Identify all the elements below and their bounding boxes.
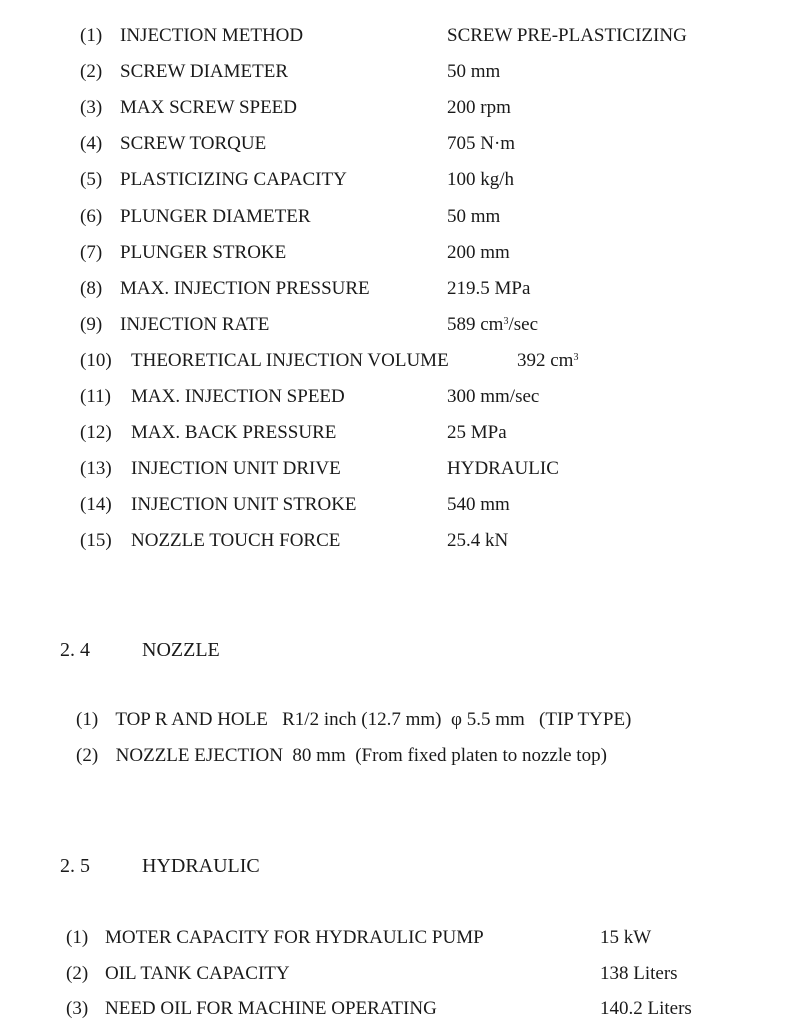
spec-value: [447, 491, 510, 519]
spec-value-text: 705 N·m: [447, 133, 516, 155]
spec-value: [447, 166, 514, 194]
spec-number: (3): [80, 97, 103, 119]
spec-value-text: 100 kg/h: [447, 169, 515, 191]
section-number: 2. 4: [60, 639, 90, 661]
spec-label: SCREW DIAMETER: [120, 61, 289, 83]
spec-value-text: 219.5 MPa: [447, 277, 531, 299]
spec-label: INJECTION UNIT DRIVE: [131, 458, 341, 480]
unit-superscript: 3: [573, 351, 579, 363]
unit-suffix: /sec: [508, 313, 539, 335]
spec-label: PLUNGER DIAMETER: [120, 205, 311, 227]
section-title: HYDRAULIC: [142, 855, 260, 877]
spec-label: MAX SCREW SPEED: [120, 97, 298, 119]
spec-value-text: 50 mm: [447, 61, 501, 83]
spec-label: THEORETICAL INJECTION VOLUME: [131, 349, 449, 371]
spec-value: 15 kW: [600, 927, 652, 948]
spec-value-text: 589 cm: [447, 313, 504, 335]
spec-value-text: SCREW PRE-PLASTICIZING: [447, 25, 687, 46]
spec-number: (8): [80, 277, 103, 299]
spec-number: (3): [66, 998, 89, 1019]
spec-number: (11): [80, 386, 111, 407]
section-number: 2. 5: [60, 855, 90, 877]
spec-value: 138 Liters: [600, 962, 678, 984]
item-text: NOZZLE EJECTION 80 mm (From fixed platen to nozzle top): [115, 745, 607, 766]
spec-value: [447, 527, 508, 555]
spec-number: (6): [80, 205, 103, 227]
spec-number: (14): [80, 494, 112, 516]
spec-value-text: 540 mm: [447, 494, 510, 516]
spec-value-text: 392 cm: [517, 349, 574, 371]
spec-value: [447, 94, 511, 122]
spec-value: [517, 347, 578, 375]
spec-value: [447, 22, 687, 50]
spec-value-text: 200 mm: [447, 241, 510, 263]
spec-label: PLASTICIZING CAPACITY: [120, 169, 347, 191]
spec-value: [447, 203, 500, 231]
nozzle-item: [76, 706, 631, 734]
spec-value: [447, 130, 515, 158]
spec-value-text: 50 mm: [447, 205, 501, 227]
spec-number: (15): [80, 530, 112, 552]
section-title: NOZZLE: [142, 639, 220, 661]
spec-label: MAX. BACK PRESSURE: [131, 422, 337, 444]
spec-label: SCREW TORQUE: [120, 133, 267, 155]
spec-label: INJECTION UNIT STROKE: [131, 494, 357, 516]
spec-value: 140.2 Liters: [600, 998, 692, 1019]
spec-label: PLUNGER STROKE: [120, 241, 287, 263]
spec-value-text: 25.4 kN: [447, 530, 509, 552]
spec-value: [447, 239, 510, 267]
spec-label: MOTER CAPACITY FOR HYDRAULIC PUMP: [105, 927, 484, 948]
spec-number: (9): [80, 313, 103, 335]
spec-value: [447, 311, 538, 339]
spec-label: MAX. INJECTION SPEED: [131, 386, 345, 407]
spec-label: NOZZLE TOUCH FORCE: [131, 530, 341, 552]
spec-value: [447, 383, 539, 411]
item-number: (2): [76, 745, 99, 766]
spec-value-text: 25 MPa: [447, 422, 507, 444]
spec-number: (5): [80, 169, 103, 191]
spec-number: (4): [80, 133, 103, 155]
item-number: (1): [76, 709, 99, 730]
spec-value: [447, 58, 500, 86]
spec-number: (2): [66, 962, 89, 984]
spec-label: INJECTION METHOD: [120, 25, 304, 46]
spec-label: NEED OIL FOR MACHINE OPERATING: [105, 998, 437, 1019]
nozzle-item: [76, 742, 607, 770]
spec-label: INJECTION RATE: [120, 313, 270, 335]
spec-number: (2): [80, 61, 103, 83]
item-text: TOP R AND HOLE R1/2 inch (12.7 mm) φ 5.5 mm (TIP TYPE): [115, 709, 632, 730]
unit-superscript: 3: [503, 315, 509, 327]
spec-number: (1): [80, 25, 103, 46]
spec-number: (1): [66, 927, 89, 948]
spec-value: [447, 275, 530, 303]
spec-number: (10): [80, 349, 112, 371]
spec-value-text: HYDRAULIC: [447, 458, 559, 480]
spec-value: [447, 455, 559, 483]
spec-value-text: 200 rpm: [447, 97, 511, 119]
spec-number: (12): [80, 422, 112, 444]
spec-label: OIL TANK CAPACITY: [105, 962, 290, 984]
spec-number: (7): [80, 241, 103, 263]
spec-value: [447, 419, 507, 447]
spec-value-text: 300 mm/sec: [447, 386, 540, 407]
spec-number: (13): [80, 458, 112, 480]
spec-label: MAX. INJECTION PRESSURE: [120, 277, 370, 299]
